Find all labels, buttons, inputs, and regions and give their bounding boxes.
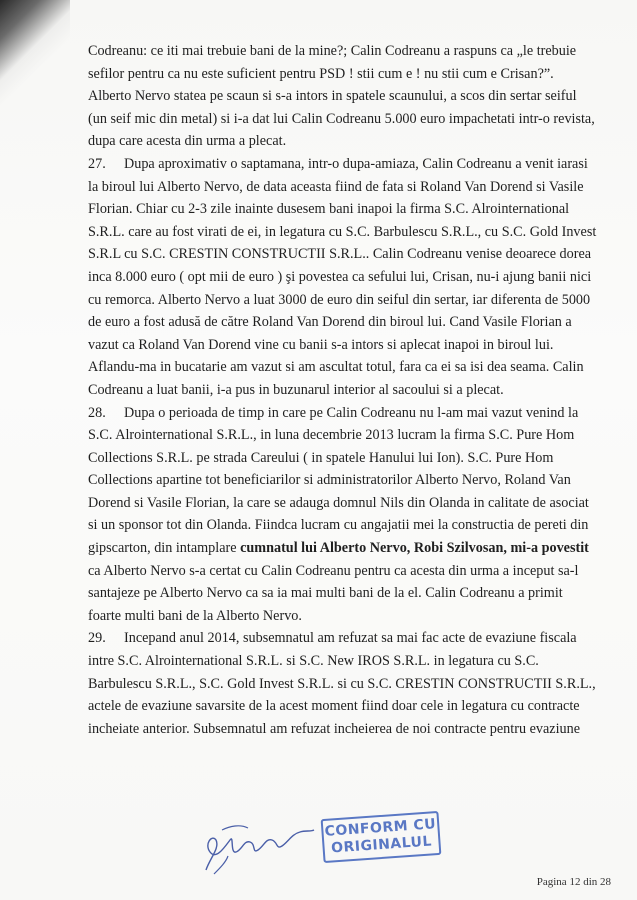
text-line: vazut ca Roland Van Dorend vine cu banii s-a intors si aplecat inapoi in biroul lui. [88,336,554,353]
text-line: inca 8.000 euro ( opt mii de euro ) şi povestea ca sefului lui, Crisan, nu-i ajung banii nici [88,268,592,285]
text-line: actele de evaziune savarsite de la acest moment fiind doar cele in legatura cu contracte [88,698,580,715]
text-line: Collections S.R.L. pe strada Careului ( in spatele Hanului lui Ion). S.C. Pure Hom [88,449,554,466]
stamp-line-2: ORIGINALUL [330,833,433,857]
text-line: (un seif mic din metal) si i-a dat lui Calin Codreanu 5.000 euro impachetati intr-o revista, [88,110,595,127]
text-line: Aflandu-ma in bucatarie am vazut si am ascultat totul, fara ca ei sa isi dea seama. Calin [88,359,584,376]
text-line: Dorend si Vasile Florian, la care se adauga domnul Nils din Olanda in calitate de asociat [88,494,589,511]
text-line: cu remorca. Alberto Nervo a luat 3000 de euro din seiful din sertar, iar diferenta de 5000 [88,291,591,308]
stamp-line-1: CONFORM CU [324,816,437,840]
scan-corner-shadow [0,0,70,110]
text-line: S.C. Alrointernational S.R.L., in luna decembrie 2013 lucram la firma S.C. Pure Hom [88,427,575,444]
paragraph-28-start: 28. Dupa o perioada de timp in care pe Calin Codreanu nu l-am mai vazut venind la [88,402,612,425]
text-line: si un sponsor tot din Olanda. Fiindca lucram cu angajatii mei la constructia de pereti din [88,517,589,534]
text-line: gipscarton, din intamplare cumnatul lui Alberto Nervo, Robi Szilvosan, mi-a povestit [88,540,589,557]
document-body [88,40,612,740]
paragraph-27-start: 27. Dupa aproximativ o saptamana, intr-o dupa-amiaza, Calin Codreanu a venit iarasi [88,153,612,176]
text-line: Florian. Chiar cu 2-3 zile inainte dusesem bani inapoi la firma S.C. Alrointernational [88,201,570,218]
text-line: la biroul lui Alberto Nervo, de data aceasta fiind de fata si Roland Van Dorend si Vasile [88,178,584,195]
conform-cu-originalul-stamp [321,811,442,863]
text-line: Codreanu a luat banii, i-a pus in buzunarul interior al sacoului si a plecat. [88,381,504,398]
text-line: de euro a fost adusă de către Roland Van Dorend din biroul lui. Cand Vasile Florian a [88,314,572,331]
text-line: S.R.L cu S.C. CRESTIN CONSTRUCTII S.R.L.. Calin Codreanu venise deoarece dorea [88,246,592,263]
paragraph-number: 28. [88,404,106,421]
text-line: Collections apartine tot beneficiarilor si administratorilor Alberto Nervo, Roland Van [88,472,571,489]
text-line: Codreanu: ce iti mai trebuie bani de la mine?; Calin Codreanu a raspuns ca „le trebuie [88,43,577,59]
paragraph-29-start: 29. Incepand anul 2014, subsemnatul am refuzat sa mai fac acte de evaziune fiscala [88,627,612,650]
text-line: sefilor pentru ca nu este suficient pentru PSD ! stii cum e ! nu stii cum e Crisan?”. [88,65,554,82]
paragraph-number: 29. [88,630,106,647]
text-line: Alberto Nervo statea pe scaun si s-a intors in spatele scaunului, a scos din sertar seiful [88,88,577,105]
bold-text: cumnatul lui Alberto Nervo, Robi Szilvosan, mi-a povestit [240,540,589,557]
text-line: S.R.L. care au fost virati de ei, in legatura cu S.C. Barbulescu S.R.L., cu S.C. Gold Invest [88,223,597,240]
text-line: ca Alberto Nervo s-a certat cu Calin Codreanu pentru ca acesta din urma a inceput sa-l [88,562,579,579]
paragraph-number: 27. [88,155,106,172]
text-line: santajeze pe Alberto Nervo ca sa ia mai multi bani de la el. Calin Codreanu a primit [88,585,563,602]
page-number: Pagina 12 din 28 [536,876,611,888]
text-line: intre S.C. Alrointernational S.R.L. si S.C. New IROS S.R.L. in legatura cu S.C. [88,653,539,670]
text-line: foarte multi bani de la Alberto Nervo. [88,607,302,624]
handwritten-signature [200,818,318,878]
text-line: Barbulescu S.R.L., S.C. Gold Invest S.R.L. si cu S.C. CRESTIN CONSTRUCTII S.R.L., [88,675,596,692]
text-line: incheiate anterior. Subsemnatul am refuzat incheierea de noi contracte pentru evaziune [88,720,580,737]
text-line: dupa care acesta din urma a plecat. [88,133,287,150]
